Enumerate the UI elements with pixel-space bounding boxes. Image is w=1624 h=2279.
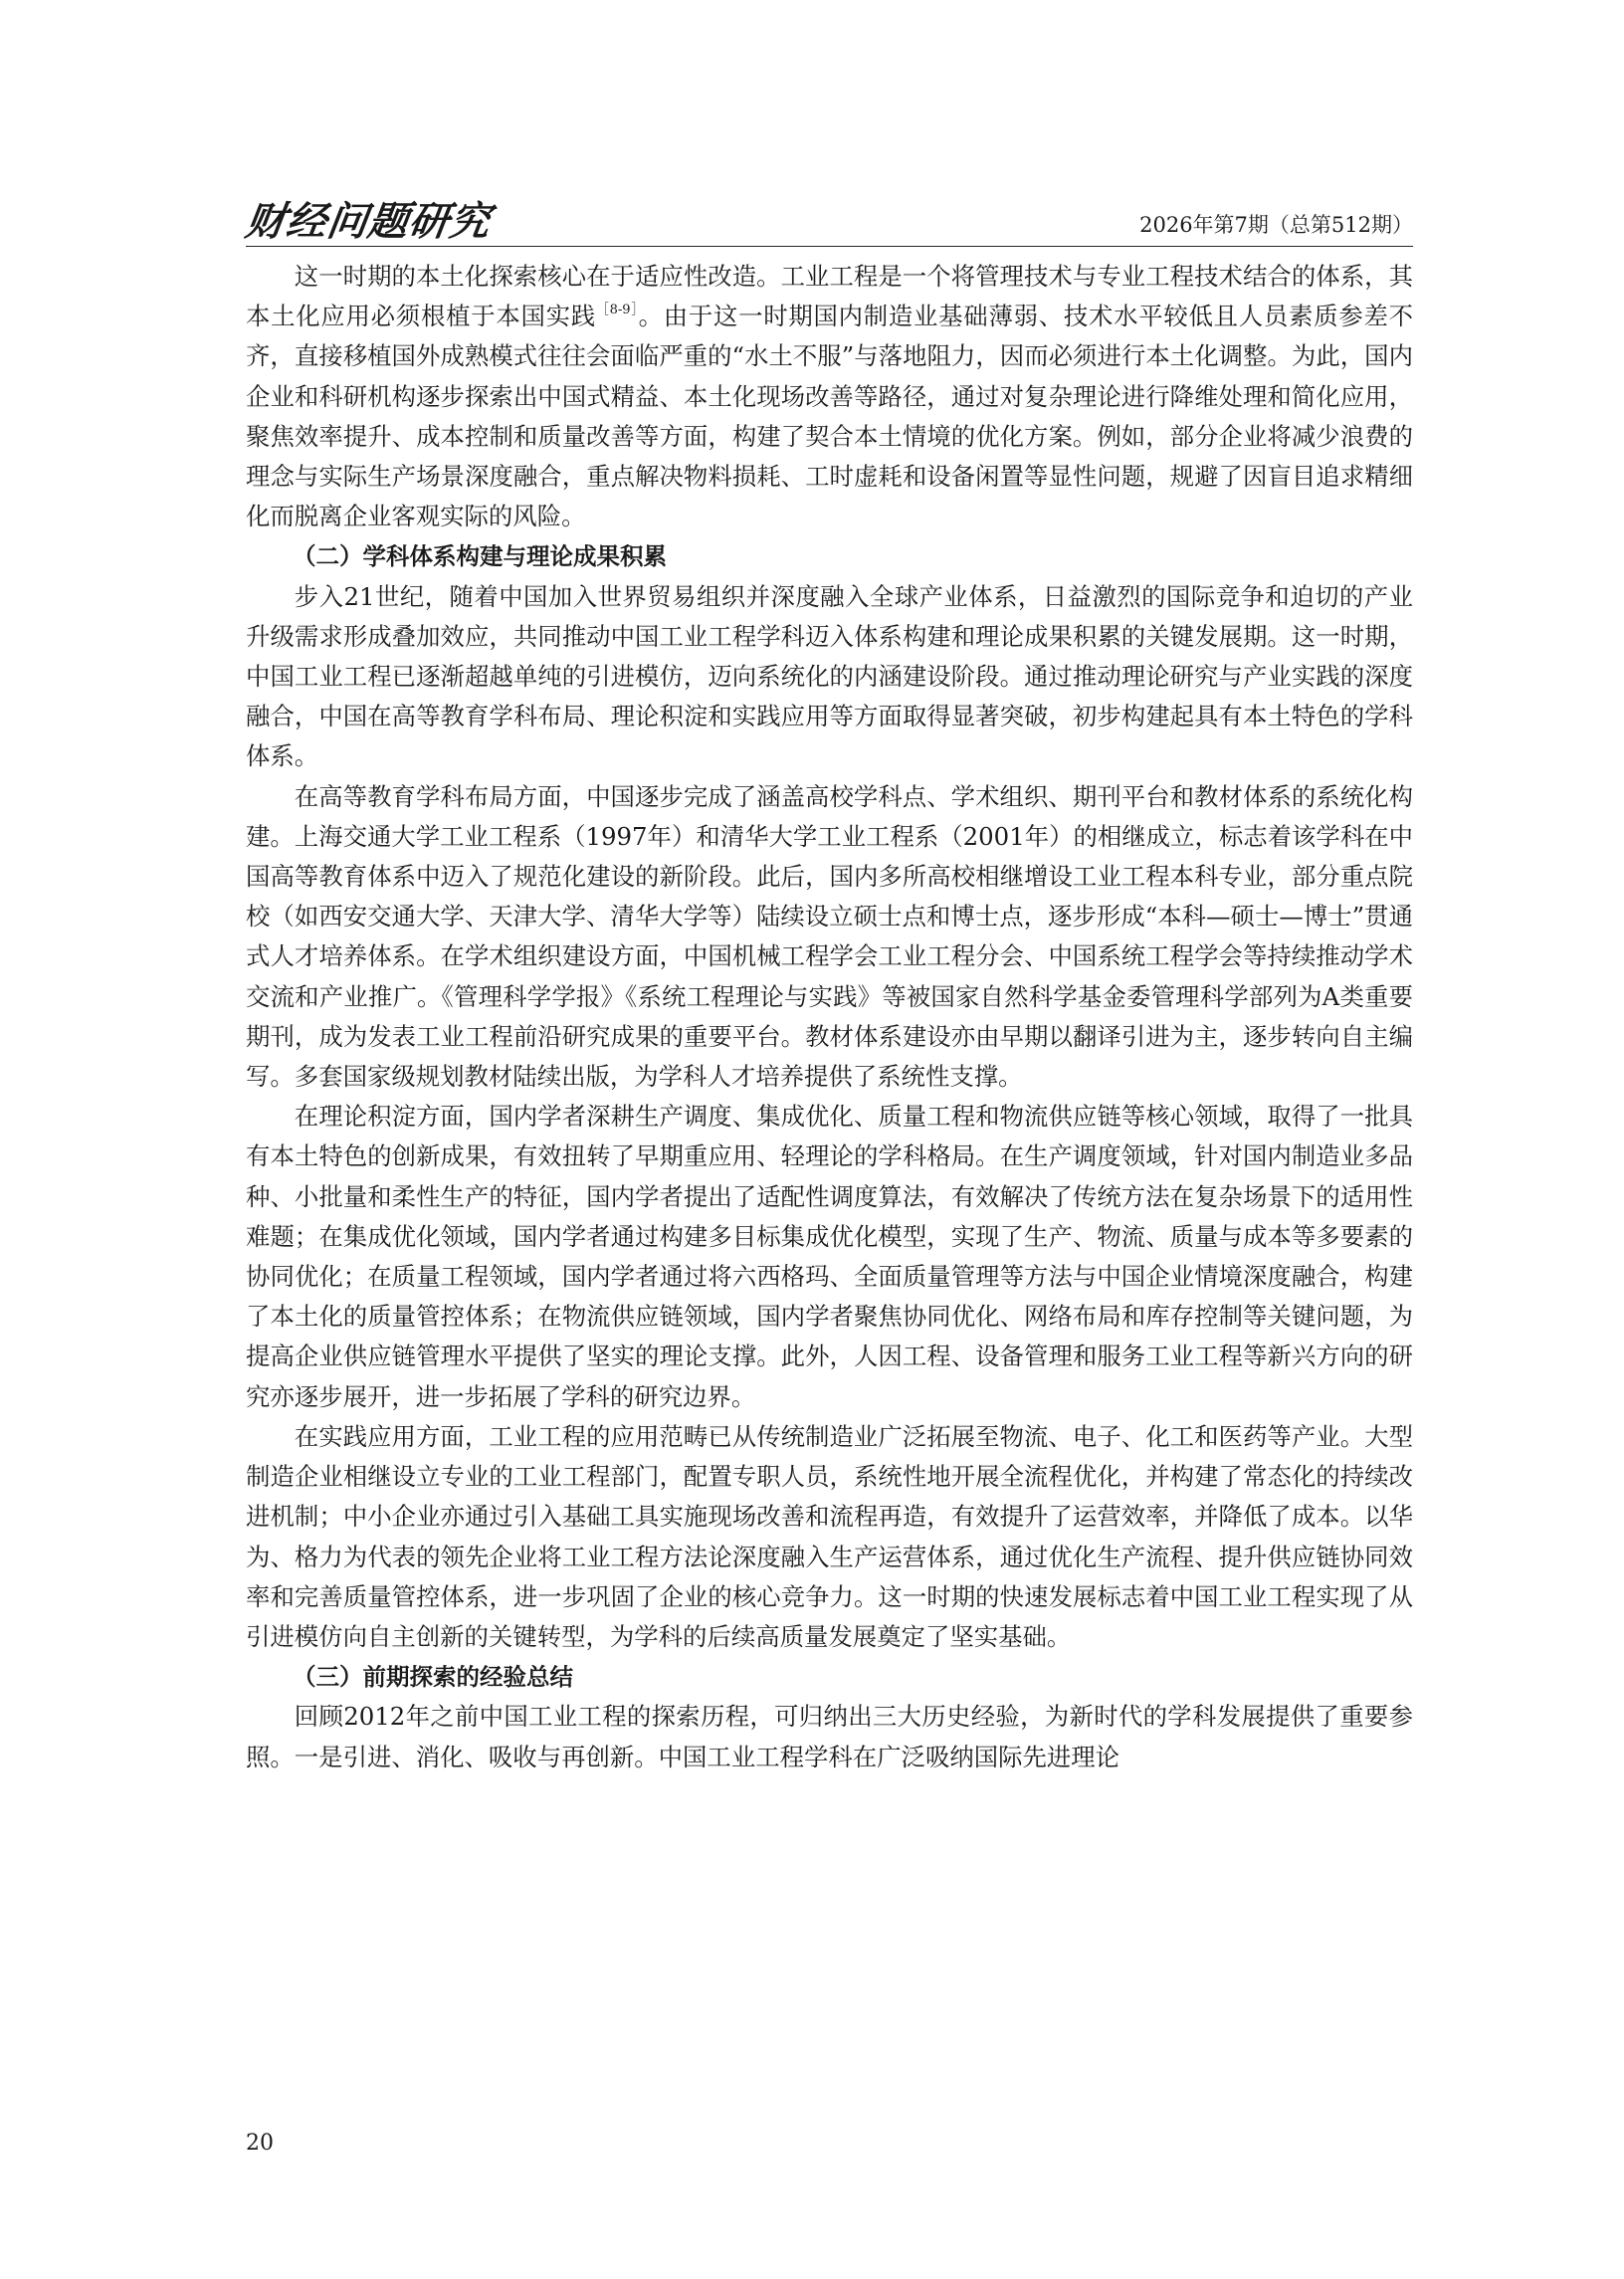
header-divider [246,246,1413,247]
section-heading: （三）前期探索的经验总结 [293,1663,573,1692]
page-number: 20 [246,2131,274,2156]
article-body [246,257,1413,1777]
issue-info: 2026年第7期（总第512期） [1139,213,1413,237]
paragraph: 这一时期的本土化探索核心在于适应性改造。工业工程是一个将管理技术与专业工程技术结合的体系，其本土化应用必须根植于本国实践$^{[8-9]}$。由于这一时期国内制造业基础薄弱、技术水平较低且人员素质参差不齐，直接移植国外成熟模式往往会面临严重的“水土不服”与落地阻力，因而必须进行本土化调整。为此，国内企业和科研机构逐步探索出中国式精益、本土化现场改善等路径，通过对复杂理论进行降维处理和简化应用，聚焦效率提升、成本控制和质量改善等方面，构建了契合本土情境的优化方案。例如，部分企业将减少浪费的理念与实际生产场景深度融合，重点解决物料损耗、工时虚耗和设备闲置等显性问题，规避了因盲目追求精细化而脱离企业客观实际的风险。 [246,262,1413,531]
paragraph: 回顾2012年之前中国工业工程的探索历程，可归纳出三大历史经验，为新时代的学科发展提供了重要参照。一是引进、消化、吸收与再创新。中国工业工程学科在广泛吸纳国际先进理论 [246,1702,1413,1771]
citation-marker: ［8-9］ [595,303,639,318]
section-heading: （二）学科体系构建与理论成果积累 [293,542,667,571]
paragraph: 步入21世纪，随着中国加入世界贸易组织并深度融入全球产业体系，日益激烈的国际竞争和迫切的产业升级需求形成叠加效应，共同推动中国工业工程学科迈入体系构建和理论成果积累的关键发展期。这一时期，中国工业工程已逐渐超越单纯的引进模仿，迈向系统化的内涵建设阶段。通过推动理论研究与产业实践的深度融合，中国在高等教育学科布局、理论积淀和实践应用等方面取得显著突破，初步构建起具有本土特色的学科体系。 [246,581,1413,771]
paragraph: 在实践应用方面，工业工程的应用范畴已从传统制造业广泛拓展至物流、电子、化工和医药等产业。大型制造企业相继设立专业的工业工程部门，配置专职人员，系统性地开展全流程优化，并构建了常态化的持续改进机制；中小企业亦通过引入基础工具实施现场改善和流程再造，有效提升了运营效率，并降低了成本。以华为、格力为代表的领先企业将工业工程方法论深度融入生产运营体系，通过优化生产流程、提升供应链协同效率和完善质量管控体系，进一步巩固了企业的核心竞争力。这一时期的快速发展标志着中国工业工程实现了从引进模仿向自主创新的关键转型，为学科的后续高质量发展奠定了坚实基础。 [246,1421,1413,1651]
page-header [242,197,1413,249]
paragraph: 在高等教育学科布局方面，中国逐步完成了涵盖高校学科点、学术组织、期刊平台和教材体系的系统化构建。上海交通大学工业工程系（1997年）和清华大学工业工程系（2001年）的相继成立，标志着该学科在中国高等教育体系中迈入了规范化建设的新阶段。此后，国内多所高校相继增设工业工程本科专业，部分重点院校（如西安交通大学、天津大学、清华大学等）陆续设立硕士点和博士点，逐步形成“本科—硕士—博士”贯通式人才培养体系。在学术组织建设方面，中国机械工程学会工业工程分会、中国系统工程学会等持续推动学术交流和产业推广。《管理科学学报》《系统工程理论与实践》等被国家自然科学基金委管理科学部列为A类重要期刊，成为发表工业工程前沿研究成果的重要平台。教材体系建设亦由早期以翻译引进为主，逐步转向自主编写。多套国家级规划教材陆续出版，为学科人才培养提供了系统性支撑。 [246,781,1413,1092]
journal-title-logo: 财经问题研究 [242,198,495,245]
paragraph: 在理论积淀方面，国内学者深耕生产调度、集成优化、质量工程和物流供应链等核心领域，取得了一批具有本土特色的创新成果，有效扭转了早期重应用、轻理论的学科格局。在生产调度领域，针对国内制造业多品种、小批量和柔性生产的特征，国内学者提出了适配性调度算法，有效解决了传统方法在复杂场景下的适用性难题；在集成优化领域，国内学者通过构建多目标集成优化模型，实现了生产、物流、质量与成本等多要素的协同优化；在质量工程领域，国内学者通过将六西格玛、全面质量管理等方法与中国企业情境深度融合，构建了本土化的质量管控体系；在物流供应链领域，国内学者聚焦协同优化、网络布局和库存控制等关键问题，为提高企业供应链管理水平提供了坚实的理论支撑。此外，人因工程、设备管理和服务工业工程等新兴方向的研究亦逐步展开，进一步拓展了学科的研究边界。 [246,1102,1413,1411]
